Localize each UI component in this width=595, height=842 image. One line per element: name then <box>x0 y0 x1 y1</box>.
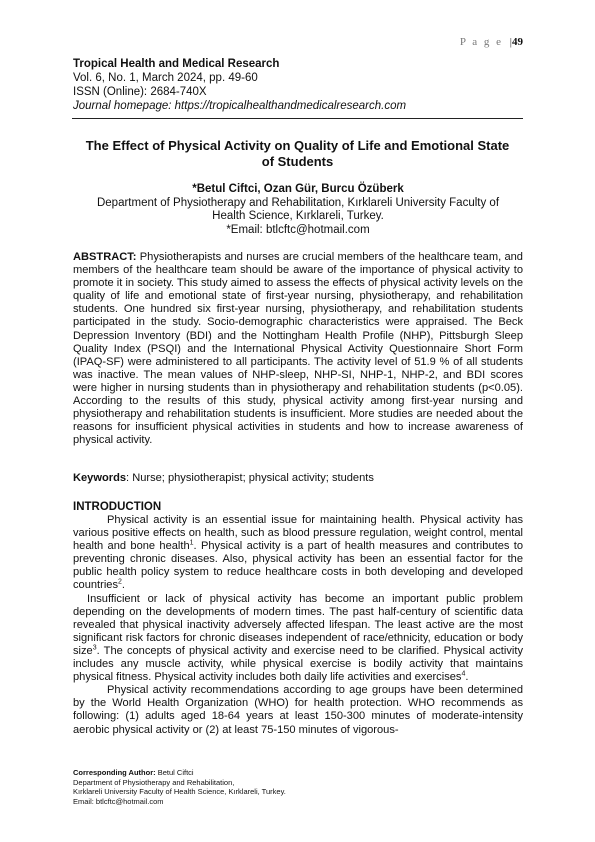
paragraph-text: Physical activity recommendations according to age groups have been determined by the World Health Organization (WHO) for health protection. WHO recommends as following: (1) adults aged 18-64 years at least 150-300 minutes of moderate-intensity aerobic physical activity or (2) at least 75-150 minutes of vigorous- <box>73 684 523 736</box>
journal-name: Tropical Health and Medical Research <box>73 58 280 70</box>
author-block <box>73 183 523 237</box>
paragraph-text: . <box>465 671 469 684</box>
page-number-value: 49 <box>512 36 523 48</box>
introduction-body <box>73 514 523 737</box>
journal-volume: Vol. 6, No. 1, March 2024, pp. 49-60 <box>73 72 258 84</box>
affiliation-line-2: Health Science, Kırklareli, Turkey. <box>212 210 384 222</box>
citation-ref: 3 <box>92 644 97 652</box>
keywords-label: Keywords <box>73 472 127 484</box>
journal-homepage: Journal homepage: https://tropicalhealthandmedicalresearch.com <box>73 100 407 112</box>
author-names: *Betul Ciftci, Ozan Gür, Burcu Özüberk <box>192 183 404 195</box>
article-title: The Effect of Physical Activity on Quality of Life and Emotional State of Students <box>85 138 510 169</box>
paragraph-text: Physical activity is an essential issue for maintaining health. Physical activity has various positive effects on health, such as blood pressure regulation, weight control, mental health and bone health <box>73 514 523 553</box>
corresponding-author-note <box>73 768 523 806</box>
page-label: P a g e <box>459 36 504 48</box>
footer-line-4: Email: btlcftc@hotmail.com <box>73 796 164 806</box>
abstract-text: Physiotherapists and nurses are crucial members of the healthcare team, and members of the healthcare team should be aware of the importance of physical activity to promote it in society. This study aimed to assess the effects of physical activity levels on the quality of life and emotional state of first-year nursing, physiotherapy, and rehabilitation students. One hundred six first-year nursing, physiotherapy, and rehabilitation students participated in the study. Socio-demographic characteristics were appraised. The Beck Depression Inventory (BDI) and the Nottingham Health Profile (NHP), Pittsburgh Sleep Quality Index (PSQI) and the International Physical Activity Questionnaire Short Form (IPAQ-SF) were administered to all participants. The activity level of 51.9 % of all students was inactive. The mean values of NHP-sleep, NHP-SI, NHP-1, NHP-2, and BDI scores were higher in nursing students than in physiotherapy and rehabilitation students (p<0.05). According to the results of this study, physical activity among first-year nursing and physiotherapy and rehabilitation students is insufficient. More studies are needed about the reasons for insufficient physical activities in students and how to increase awareness of physical activity. <box>73 251 523 447</box>
abstract-label: ABSTRACT: <box>73 251 137 263</box>
citation-ref: 1 <box>189 539 194 547</box>
footer-line-1 <box>73 768 523 778</box>
journal-header <box>73 57 523 113</box>
author-email: *Email: btlcftc@hotmail.com <box>226 223 370 236</box>
paragraph-text: Insufficient or lack of physical activity has become an important public problem depending on the developments of modern times. The past half-century of scientific data revealed that physical inactivity adversely affected lifespan. The least active are the most significant risk factors for chronic diseases independent of race/ethnicity, education or body size <box>73 592 523 657</box>
abstract <box>73 251 523 447</box>
footer-line-3: Kırklareli University Faculty of Health Science, Kırklareli, Turkey. <box>73 787 286 797</box>
paragraph <box>73 593 523 685</box>
citation-ref: 2 <box>118 578 122 586</box>
header-divider <box>72 118 523 119</box>
footer-label: Corresponding Author: <box>73 768 156 777</box>
keywords <box>73 472 523 485</box>
page-number <box>460 36 523 48</box>
section-heading-introduction: INTRODUCTION <box>73 501 162 513</box>
footer-author-name: Betul Ciftci <box>155 768 194 777</box>
citation-ref: 4 <box>461 670 466 678</box>
affiliation-line-1: Department of Physiotherapy and Rehabilitation, Kırklareli University Faculty of <box>96 196 500 209</box>
paragraph-text: . The concepts of physical activity and exercise need to be clarified. Physical activity includes any muscle activity, while physical exercise is bodily activity that maintains physical fitness. Physical activity includes both daily life activities and exercises <box>73 644 523 684</box>
journal-issn: ISSN (Online): 2684-740X <box>73 86 207 98</box>
paragraph-text: . <box>121 579 126 592</box>
paragraph <box>73 684 523 736</box>
paragraph-text: . Physical activity is a part of health measures and contributes to preventing chronic diseases. Also, physical activity has been an essential factor for the public health policy system to reduce healthcare costs in both developing and developed countries <box>73 540 523 592</box>
keywords-text: : Nurse; physiotherapist; physical activity; students <box>126 472 374 484</box>
paragraph <box>73 514 523 593</box>
footer-line-2: Department of Physiotherapy and Rehabilitation, <box>73 777 235 787</box>
page-separator: | <box>509 36 512 48</box>
